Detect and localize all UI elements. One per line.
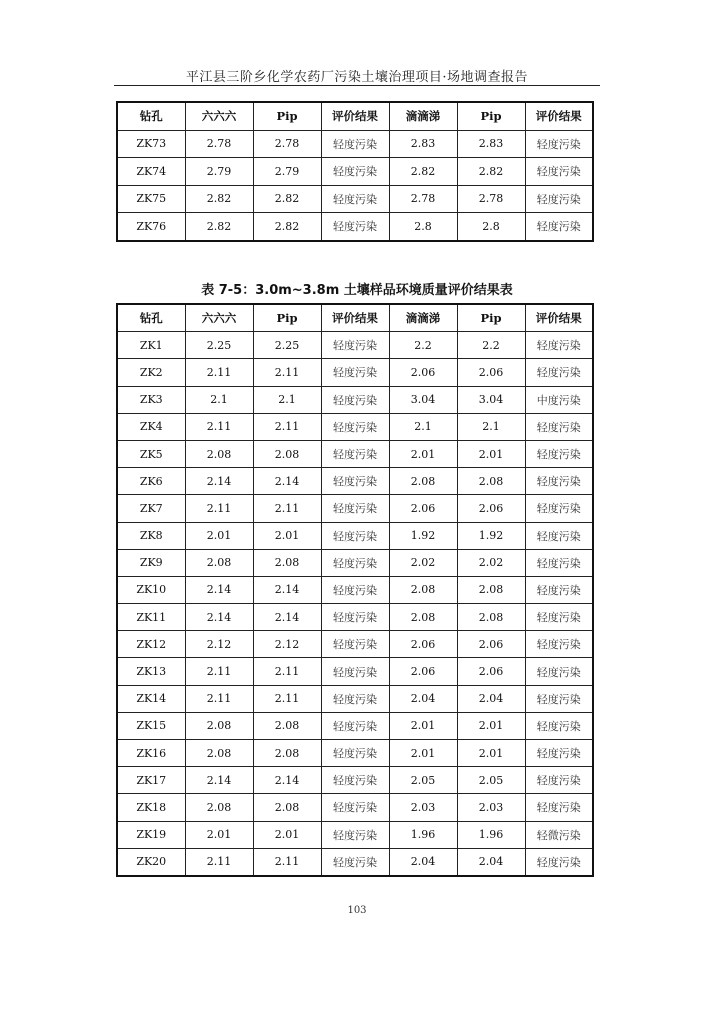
cell-ddt-result: 轻度污染 — [525, 413, 593, 440]
cell-ddt-pip: 1.92 — [457, 522, 525, 549]
cell-borehole-id: ZK76 — [117, 213, 185, 241]
cell-ddt-pip: 2.2 — [457, 332, 525, 359]
cell-ddt-value: 2.01 — [389, 440, 457, 467]
cell-ddt-pip: 2.78 — [457, 185, 525, 213]
cell-hch-pip: 2.25 — [253, 332, 321, 359]
cell-hch-result: 轻度污染 — [321, 767, 389, 794]
cell-ddt-pip: 1.96 — [457, 821, 525, 848]
table-row — [117, 440, 593, 467]
cell-hch-pip: 2.79 — [253, 158, 321, 186]
header-rule — [114, 85, 600, 86]
cell-hch-pip: 2.08 — [253, 794, 321, 821]
column-header: 评价结果 — [321, 102, 389, 130]
cell-hch-result: 轻度污染 — [321, 549, 389, 576]
cell-hch-value: 2.82 — [185, 185, 253, 213]
cell-hch-value: 2.08 — [185, 712, 253, 739]
cell-ddt-pip: 2.8 — [457, 213, 525, 241]
cell-hch-value: 2.11 — [185, 658, 253, 685]
cell-ddt-result: 轻度污染 — [525, 440, 593, 467]
cell-borehole-id: ZK75 — [117, 185, 185, 213]
cell-hch-value: 2.1 — [185, 386, 253, 413]
cell-hch-value: 2.08 — [185, 794, 253, 821]
table-row — [117, 767, 593, 794]
cell-hch-pip: 2.11 — [253, 848, 321, 876]
cell-ddt-value: 2.02 — [389, 549, 457, 576]
cell-ddt-result: 轻度污染 — [525, 468, 593, 495]
table-row — [117, 794, 593, 821]
table-row — [117, 658, 593, 685]
cell-ddt-value: 2.06 — [389, 658, 457, 685]
table-row — [117, 158, 593, 186]
cell-hch-pip: 2.78 — [253, 130, 321, 158]
cell-ddt-value: 1.92 — [389, 522, 457, 549]
cell-hch-result: 轻度污染 — [321, 185, 389, 213]
cell-ddt-result: 轻度污染 — [525, 522, 593, 549]
cell-ddt-value: 2.78 — [389, 185, 457, 213]
column-header: 评价结果 — [321, 304, 389, 332]
cell-borehole-id: ZK14 — [117, 685, 185, 712]
cell-borehole-id: ZK6 — [117, 468, 185, 495]
table-row — [117, 413, 593, 440]
cell-borehole-id: ZK4 — [117, 413, 185, 440]
cell-ddt-result: 轻度污染 — [525, 213, 593, 241]
cell-ddt-value: 2.01 — [389, 712, 457, 739]
cell-ddt-result: 轻度污染 — [525, 631, 593, 658]
cell-hch-result: 轻度污染 — [321, 386, 389, 413]
cell-ddt-result: 轻度污染 — [525, 359, 593, 386]
cell-hch-value: 2.08 — [185, 549, 253, 576]
cell-hch-pip: 2.14 — [253, 576, 321, 603]
cell-hch-value: 2.11 — [185, 685, 253, 712]
cell-borehole-id: ZK74 — [117, 158, 185, 186]
cell-hch-result: 轻度污染 — [321, 522, 389, 549]
cell-hch-result: 轻度污染 — [321, 685, 389, 712]
cell-borehole-id: ZK1 — [117, 332, 185, 359]
cell-hch-value: 2.14 — [185, 767, 253, 794]
cell-ddt-value: 2.03 — [389, 794, 457, 821]
table-row — [117, 576, 593, 603]
table-continuation — [116, 101, 594, 242]
column-header: 滴滴涕 — [389, 102, 457, 130]
column-header: 滴滴涕 — [389, 304, 457, 332]
cell-ddt-value: 2.06 — [389, 495, 457, 522]
cell-borehole-id: ZK19 — [117, 821, 185, 848]
cell-ddt-pip: 2.82 — [457, 158, 525, 186]
table-row — [117, 712, 593, 739]
column-header: 六六六 — [185, 304, 253, 332]
cell-ddt-pip: 2.03 — [457, 794, 525, 821]
cell-ddt-value: 2.1 — [389, 413, 457, 440]
cell-hch-result: 轻度污染 — [321, 359, 389, 386]
column-header: Pip — [253, 304, 321, 332]
cell-borehole-id: ZK9 — [117, 549, 185, 576]
cell-hch-value: 2.08 — [185, 440, 253, 467]
cell-ddt-value: 2.2 — [389, 332, 457, 359]
cell-hch-pip: 2.12 — [253, 631, 321, 658]
cell-hch-pip: 2.08 — [253, 440, 321, 467]
cell-borehole-id: ZK7 — [117, 495, 185, 522]
cell-ddt-pip: 2.04 — [457, 848, 525, 876]
cell-hch-value: 2.79 — [185, 158, 253, 186]
table-row — [117, 631, 593, 658]
cell-borehole-id: ZK73 — [117, 130, 185, 158]
cell-borehole-id: ZK2 — [117, 359, 185, 386]
cell-ddt-pip: 2.06 — [457, 495, 525, 522]
cell-ddt-result: 轻度污染 — [525, 549, 593, 576]
cell-borehole-id: ZK13 — [117, 658, 185, 685]
cell-hch-result: 轻度污染 — [321, 332, 389, 359]
cell-ddt-pip: 2.01 — [457, 712, 525, 739]
cell-ddt-result: 轻度污染 — [525, 740, 593, 767]
table-row — [117, 359, 593, 386]
cell-hch-pip: 2.11 — [253, 495, 321, 522]
table-row — [117, 549, 593, 576]
cell-hch-result: 轻度污染 — [321, 213, 389, 241]
cell-ddt-value: 2.8 — [389, 213, 457, 241]
table-row — [117, 522, 593, 549]
cell-ddt-result: 轻度污染 — [525, 576, 593, 603]
cell-ddt-pip: 2.06 — [457, 631, 525, 658]
cell-hch-result: 轻度污染 — [321, 495, 389, 522]
cell-borehole-id: ZK15 — [117, 712, 185, 739]
cell-hch-pip: 2.11 — [253, 413, 321, 440]
column-header: 钻孔 — [117, 304, 185, 332]
cell-ddt-value: 2.06 — [389, 631, 457, 658]
cell-ddt-value: 2.04 — [389, 848, 457, 876]
cell-hch-result: 轻度污染 — [321, 631, 389, 658]
cell-hch-pip: 2.01 — [253, 821, 321, 848]
cell-ddt-pip: 2.08 — [457, 468, 525, 495]
table1-body — [117, 130, 593, 241]
cell-ddt-result: 轻度污染 — [525, 604, 593, 631]
cell-hch-value: 2.11 — [185, 359, 253, 386]
cell-hch-pip: 2.14 — [253, 604, 321, 631]
cell-hch-pip: 2.11 — [253, 359, 321, 386]
cell-hch-value: 2.14 — [185, 576, 253, 603]
table-row — [117, 386, 593, 413]
cell-ddt-pip: 2.06 — [457, 658, 525, 685]
cell-ddt-pip: 2.02 — [457, 549, 525, 576]
column-header: 六六六 — [185, 102, 253, 130]
cell-hch-value: 2.11 — [185, 413, 253, 440]
cell-hch-result: 轻度污染 — [321, 821, 389, 848]
cell-ddt-result: 轻度污染 — [525, 185, 593, 213]
cell-hch-value: 2.11 — [185, 495, 253, 522]
cell-ddt-pip: 2.01 — [457, 440, 525, 467]
cell-hch-pip: 2.01 — [253, 522, 321, 549]
cell-hch-value: 2.01 — [185, 522, 253, 549]
cell-ddt-pip: 2.1 — [457, 413, 525, 440]
cell-ddt-value: 2.82 — [389, 158, 457, 186]
column-header: 钻孔 — [117, 102, 185, 130]
cell-ddt-value: 2.01 — [389, 740, 457, 767]
cell-ddt-result: 轻度污染 — [525, 130, 593, 158]
cell-hch-pip: 2.1 — [253, 386, 321, 413]
column-header: 评价结果 — [525, 304, 593, 332]
cell-hch-value: 2.25 — [185, 332, 253, 359]
column-header: Pip — [253, 102, 321, 130]
cell-ddt-value: 2.08 — [389, 604, 457, 631]
cell-hch-pip: 2.08 — [253, 712, 321, 739]
cell-hch-pip: 2.82 — [253, 185, 321, 213]
cell-ddt-value: 2.08 — [389, 576, 457, 603]
cell-hch-value: 2.12 — [185, 631, 253, 658]
cell-hch-pip: 2.82 — [253, 213, 321, 241]
cell-hch-value: 2.14 — [185, 468, 253, 495]
cell-hch-result: 轻度污染 — [321, 794, 389, 821]
cell-ddt-value: 2.06 — [389, 359, 457, 386]
cell-ddt-result: 轻度污染 — [525, 712, 593, 739]
cell-borehole-id: ZK8 — [117, 522, 185, 549]
cell-ddt-result: 轻度污染 — [525, 848, 593, 876]
cell-borehole-id: ZK3 — [117, 386, 185, 413]
table-row — [117, 213, 593, 241]
cell-ddt-value: 3.04 — [389, 386, 457, 413]
cell-hch-value: 2.08 — [185, 740, 253, 767]
cell-ddt-result: 中度污染 — [525, 386, 593, 413]
cell-hch-result: 轻度污染 — [321, 740, 389, 767]
cell-borehole-id: ZK18 — [117, 794, 185, 821]
cell-hch-result: 轻度污染 — [321, 658, 389, 685]
table-row — [117, 495, 593, 522]
cell-ddt-value: 2.08 — [389, 468, 457, 495]
cell-hch-pip: 2.14 — [253, 468, 321, 495]
table-row — [117, 740, 593, 767]
table2-body — [117, 332, 593, 876]
cell-ddt-value: 2.83 — [389, 130, 457, 158]
cell-hch-result: 轻度污染 — [321, 604, 389, 631]
cell-ddt-result: 轻度污染 — [525, 658, 593, 685]
cell-hch-pip: 2.08 — [253, 740, 321, 767]
cell-borehole-id: ZK17 — [117, 767, 185, 794]
page-number: 103 — [347, 905, 367, 916]
cell-ddt-result: 轻度污染 — [525, 767, 593, 794]
table-row — [117, 468, 593, 495]
table-row — [117, 130, 593, 158]
cell-borehole-id: ZK20 — [117, 848, 185, 876]
cell-borehole-id: ZK16 — [117, 740, 185, 767]
cell-ddt-result: 轻度污染 — [525, 495, 593, 522]
cell-borehole-id: ZK10 — [117, 576, 185, 603]
table-row — [117, 821, 593, 848]
cell-hch-value: 2.14 — [185, 604, 253, 631]
cell-hch-result: 轻度污染 — [321, 130, 389, 158]
cell-hch-result: 轻度污染 — [321, 848, 389, 876]
cell-hch-result: 轻度污染 — [321, 158, 389, 186]
cell-ddt-result: 轻度污染 — [525, 158, 593, 186]
table-row — [117, 604, 593, 631]
cell-ddt-pip: 2.08 — [457, 576, 525, 603]
cell-ddt-result: 轻度污染 — [525, 794, 593, 821]
table-row — [117, 685, 593, 712]
cell-ddt-pip: 2.08 — [457, 604, 525, 631]
cell-hch-result: 轻度污染 — [321, 468, 389, 495]
cell-hch-pip: 2.11 — [253, 685, 321, 712]
table-row — [117, 848, 593, 876]
cell-hch-value: 2.78 — [185, 130, 253, 158]
column-header: Pip — [457, 304, 525, 332]
cell-borehole-id: ZK12 — [117, 631, 185, 658]
cell-hch-value: 2.01 — [185, 821, 253, 848]
cell-ddt-result: 轻度污染 — [525, 685, 593, 712]
cell-ddt-pip: 2.06 — [457, 359, 525, 386]
cell-ddt-value: 1.96 — [389, 821, 457, 848]
cell-borehole-id: ZK11 — [117, 604, 185, 631]
cell-hch-pip: 2.08 — [253, 549, 321, 576]
page-header-title: 平江县三阶乡化学农药厂污染土壤治理项目·场地调查报告 — [185, 70, 529, 85]
table-header-row — [117, 102, 593, 130]
cell-borehole-id: ZK5 — [117, 440, 185, 467]
cell-ddt-value: 2.05 — [389, 767, 457, 794]
cell-ddt-pip: 2.01 — [457, 740, 525, 767]
column-header: Pip — [457, 102, 525, 130]
cell-ddt-pip: 2.04 — [457, 685, 525, 712]
cell-hch-pip: 2.11 — [253, 658, 321, 685]
cell-hch-result: 轻度污染 — [321, 712, 389, 739]
cell-hch-pip: 2.14 — [253, 767, 321, 794]
cell-ddt-value: 2.04 — [389, 685, 457, 712]
table-caption: 表 7-5：3.0m~3.8m 土壤样品环境质量评价结果表 — [201, 283, 513, 298]
cell-hch-value: 2.82 — [185, 213, 253, 241]
column-header: 评价结果 — [525, 102, 593, 130]
cell-hch-result: 轻度污染 — [321, 440, 389, 467]
cell-ddt-result: 轻度污染 — [525, 332, 593, 359]
cell-ddt-pip: 2.05 — [457, 767, 525, 794]
cell-ddt-pip: 3.04 — [457, 386, 525, 413]
table-header-row — [117, 304, 593, 332]
table-row — [117, 332, 593, 359]
cell-ddt-pip: 2.83 — [457, 130, 525, 158]
cell-hch-value: 2.11 — [185, 848, 253, 876]
table-7-5 — [116, 303, 594, 877]
table-row — [117, 185, 593, 213]
cell-ddt-result: 轻微污染 — [525, 821, 593, 848]
cell-hch-result: 轻度污染 — [321, 576, 389, 603]
cell-hch-result: 轻度污染 — [321, 413, 389, 440]
